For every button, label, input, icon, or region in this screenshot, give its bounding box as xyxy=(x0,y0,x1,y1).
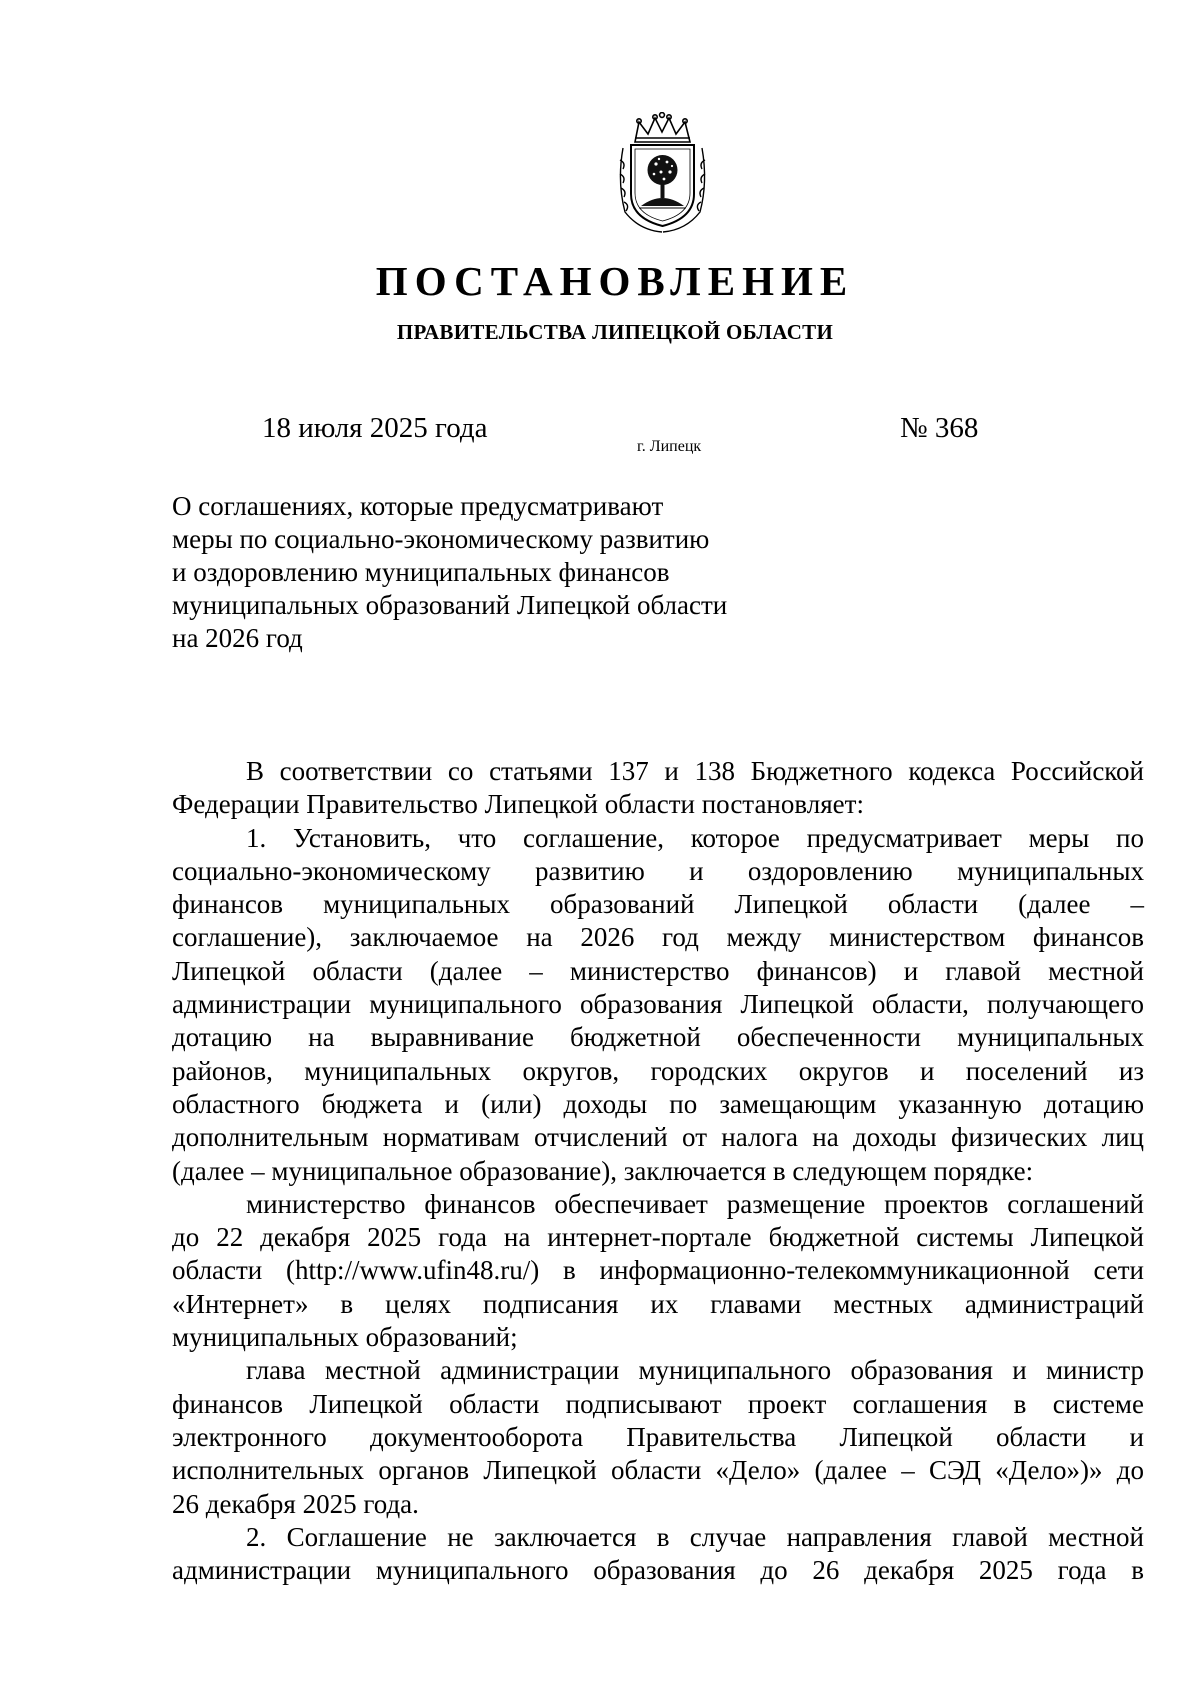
subject-line: меры по социально-экономическому развитию xyxy=(172,524,710,554)
subject-line: и оздоровлению муниципальных финансов xyxy=(172,557,670,587)
document-title: ПОСТАНОВЛЕНИЕ xyxy=(375,258,855,304)
body-line: глава местной администрации муниципального образования и министр xyxy=(246,1355,1144,1386)
body-line: соглашение), заключаемое на 2026 год между министерством финансов xyxy=(172,922,1144,953)
body-line: до 22 декабря 2025 года на интернет-портале бюджетной системы Липецкой xyxy=(172,1222,1144,1253)
document-number: № 368 xyxy=(900,412,979,444)
document-body xyxy=(172,755,1144,1587)
body-line: (далее – муниципальное образование), заключается в следующем порядке: xyxy=(172,1155,1034,1186)
body-line: районов, муниципальных округов, городских округов и поселений из xyxy=(172,1055,1144,1086)
subject-line: муниципальных образований Липецкой области xyxy=(172,590,728,620)
subject-line: на 2026 год xyxy=(172,623,303,653)
body-line: дотацию на выравнивание бюджетной обеспеченности муниципальных xyxy=(172,1022,1144,1053)
document-city: г. Липецк xyxy=(637,438,702,455)
body-line: финансов муниципальных образований Липецкой области (далее – xyxy=(172,889,1144,920)
body-line: электронного документооборота Правительства Липецкой области и xyxy=(172,1421,1144,1452)
document-subject xyxy=(172,490,792,655)
body-line: администрации муниципального образования Липецкой области, получающего xyxy=(172,989,1144,1020)
body-line: Липецкой области (далее – министерство финансов) и главой местной xyxy=(172,955,1144,986)
body-line: 1. Установить, что соглашение, которое предусматривает меры по xyxy=(246,822,1144,853)
body-line: 2. Соглашение не заключается в случае направления главой местной xyxy=(246,1521,1144,1552)
document-date: 18 июля 2025 года xyxy=(262,412,488,444)
document-issuer: ПРАВИТЕЛЬСТВА ЛИПЕЦКОЙ ОБЛАСТИ xyxy=(396,320,834,344)
body-line: Федерации Правительство Липецкой области постановляет: xyxy=(172,789,864,820)
subject-line: О соглашениях, которые предусматривают xyxy=(172,491,664,521)
body-line: исполнительных органов Липецкой области «Дело» (далее – СЭД «Дело»)» до xyxy=(172,1455,1144,1486)
body-line: 26 декабря 2025 года. xyxy=(172,1488,419,1519)
body-line: В соответствии со статьями 137 и 138 Бюджетного кодекса Российской xyxy=(246,756,1144,786)
body-line: областного бюджета и (или) доходы по замещающим указанную дотацию xyxy=(172,1088,1144,1119)
body-line: дополнительным нормативам отчислений от налога на доходы физических лиц xyxy=(172,1122,1144,1153)
lipetsk-oblast-coat-of-arms-icon xyxy=(615,112,710,234)
body-line: финансов Липецкой области подписывают проект соглашения в системе xyxy=(172,1388,1144,1419)
body-line: министерство финансов обеспечивает размещение проектов соглашений xyxy=(246,1188,1144,1219)
body-line: области (http://www.ufin48.ru/) в информационно-телекоммуникационной сети xyxy=(172,1255,1144,1286)
body-line: социально-экономическому развитию и оздоровлению муниципальных xyxy=(172,855,1144,886)
body-line: администрации муниципального образования до 26 декабря 2025 года в xyxy=(172,1555,1144,1586)
body-line: муниципальных образований; xyxy=(172,1322,518,1353)
body-line: «Интернет» в целях подписания их главами местных администраций xyxy=(172,1288,1144,1319)
